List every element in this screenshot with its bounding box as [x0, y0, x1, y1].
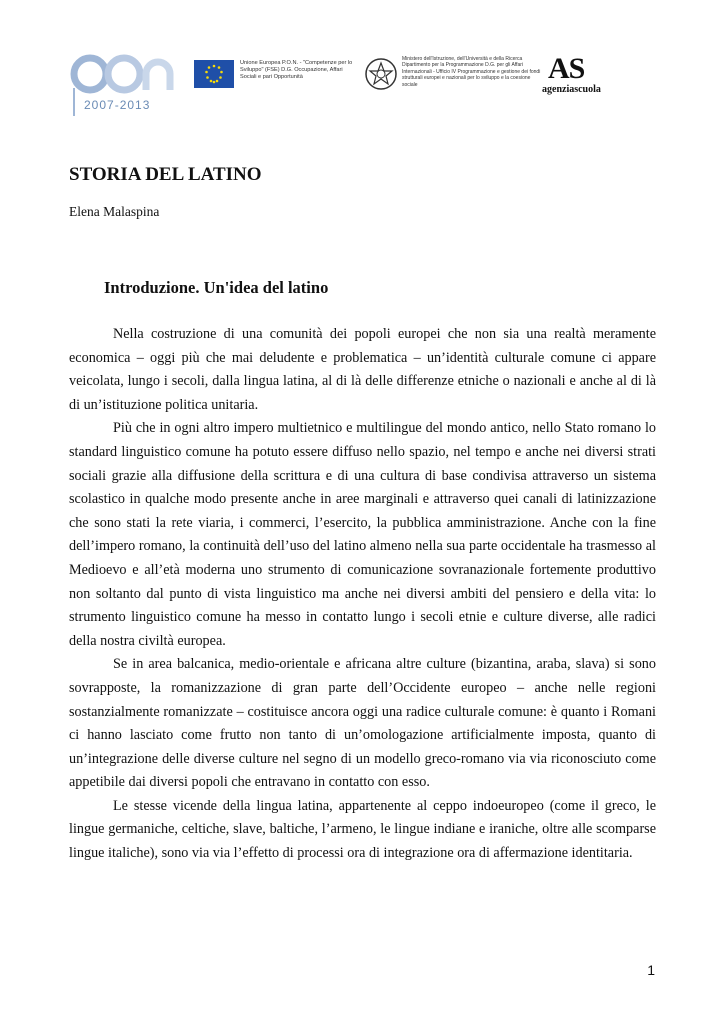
paragraph: Se in area balcanica, medio-orientale e africana altre culture (bizantina, araba, slava) si sono sovrapposte, la romanizzazione di gran parte dell’Occidente europeo – anche nelle regioni sostanzialmente romanizzate – costituisce ancora oggi una radice culturale comune: è quanto i Romani ci hanno lasciato come frutto non tanto di un’omologazione artificialmente imposta, quanto di un’integrazione delle diverse culture nel segno di un modello greco-romano via via riconosciuto come appetibile dai diversi popoli che entravano in contatto con esso. — [69, 656, 656, 791]
paragraph: Nella costruzione di una comunità dei popoli europei che non sia una realtà meramente economica – oggi più che mai deludente e problematica – un’identità culturale comune ci appare veicolata, lungo i secoli, dalla lingua latina, al di là delle differenze etniche o nazionali e anche al di là di un’istituzione politica unitaria. — [69, 326, 656, 413]
agenzia-scuola-logo-mark: AS — [548, 52, 585, 85]
italian-republic-emblem-icon — [364, 56, 398, 92]
eu-program-text: Unione Europea P.O.N. - "Competenze per lo Sviluppo" (FSE) D.G. Occupazione, Affari Sociali e pari Opportunità — [240, 60, 353, 80]
body-text — [69, 323, 656, 866]
paragraph: Più che in ogni altro impero multietnico e multilingue del mondo antico, nello Stato romano lo standard linguistico comune ha potuto essere diffuso nello spazio, nel tempo e anche nei diversi strati sociali grazie alla diffusione della scrittura e di una cultura di base condivisa attraverso un sistema scolastico in qualche modo presente anche in aree marginali e attraverso quei canali di latinizzazione che sono stati la rete viaria, i commerci, l’esercito, la pubblica amministrazione. Anche con la fine dell’impero romano, la continuità dell’uso del latino almeno nella sua parte occidentale ha trasmesso al Medioevo e all’età moderna uno strumento di comunicazione sovranazionale fortemente produttivo non soltanto dal punto di vista linguistico ma anche nei diversi ambiti del pensiero e della vita: lo strumento linguistico comune ha messo in contatto lungo i secoli etnie e culture diverse, alle radici della nostra civiltà europea. — [69, 420, 656, 649]
eu-flag-icon — [194, 60, 234, 88]
header-logo-bar — [60, 48, 670, 124]
page-number: 1 — [647, 962, 655, 978]
agenzia-scuola-logo-name: agenziascuola — [542, 84, 601, 95]
paragraph: Le stesse vicende della lingua latina, appartenente al ceppo indoeuropeo (come il greco, le lingue germaniche, celtiche, slave, baltiche, l’armeno, le lingue indiane e iraniche, oltre alle scomparse lingue italiche), sono via via l’effetto di processi ora di integrazione ora di affermazione identitaria. — [69, 797, 656, 862]
ministry-text: Ministero dell'Istruzione, dell'Università e della Ricerca Dipartimento per la Programmazione D.G. per gli Affari Internazionali - Ufficio IV Programmazione e gestione dei fondi strutturali europei e nazionali per lo sviluppo e la coesione sociale — [402, 56, 541, 88]
document-title: STORIA DEL LATINO — [69, 164, 262, 185]
pon-years: 2007-2013 — [84, 98, 151, 112]
section-heading: Introduzione. Un'idea del latino — [104, 278, 329, 297]
author-name: Elena Malaspina — [69, 204, 160, 219]
